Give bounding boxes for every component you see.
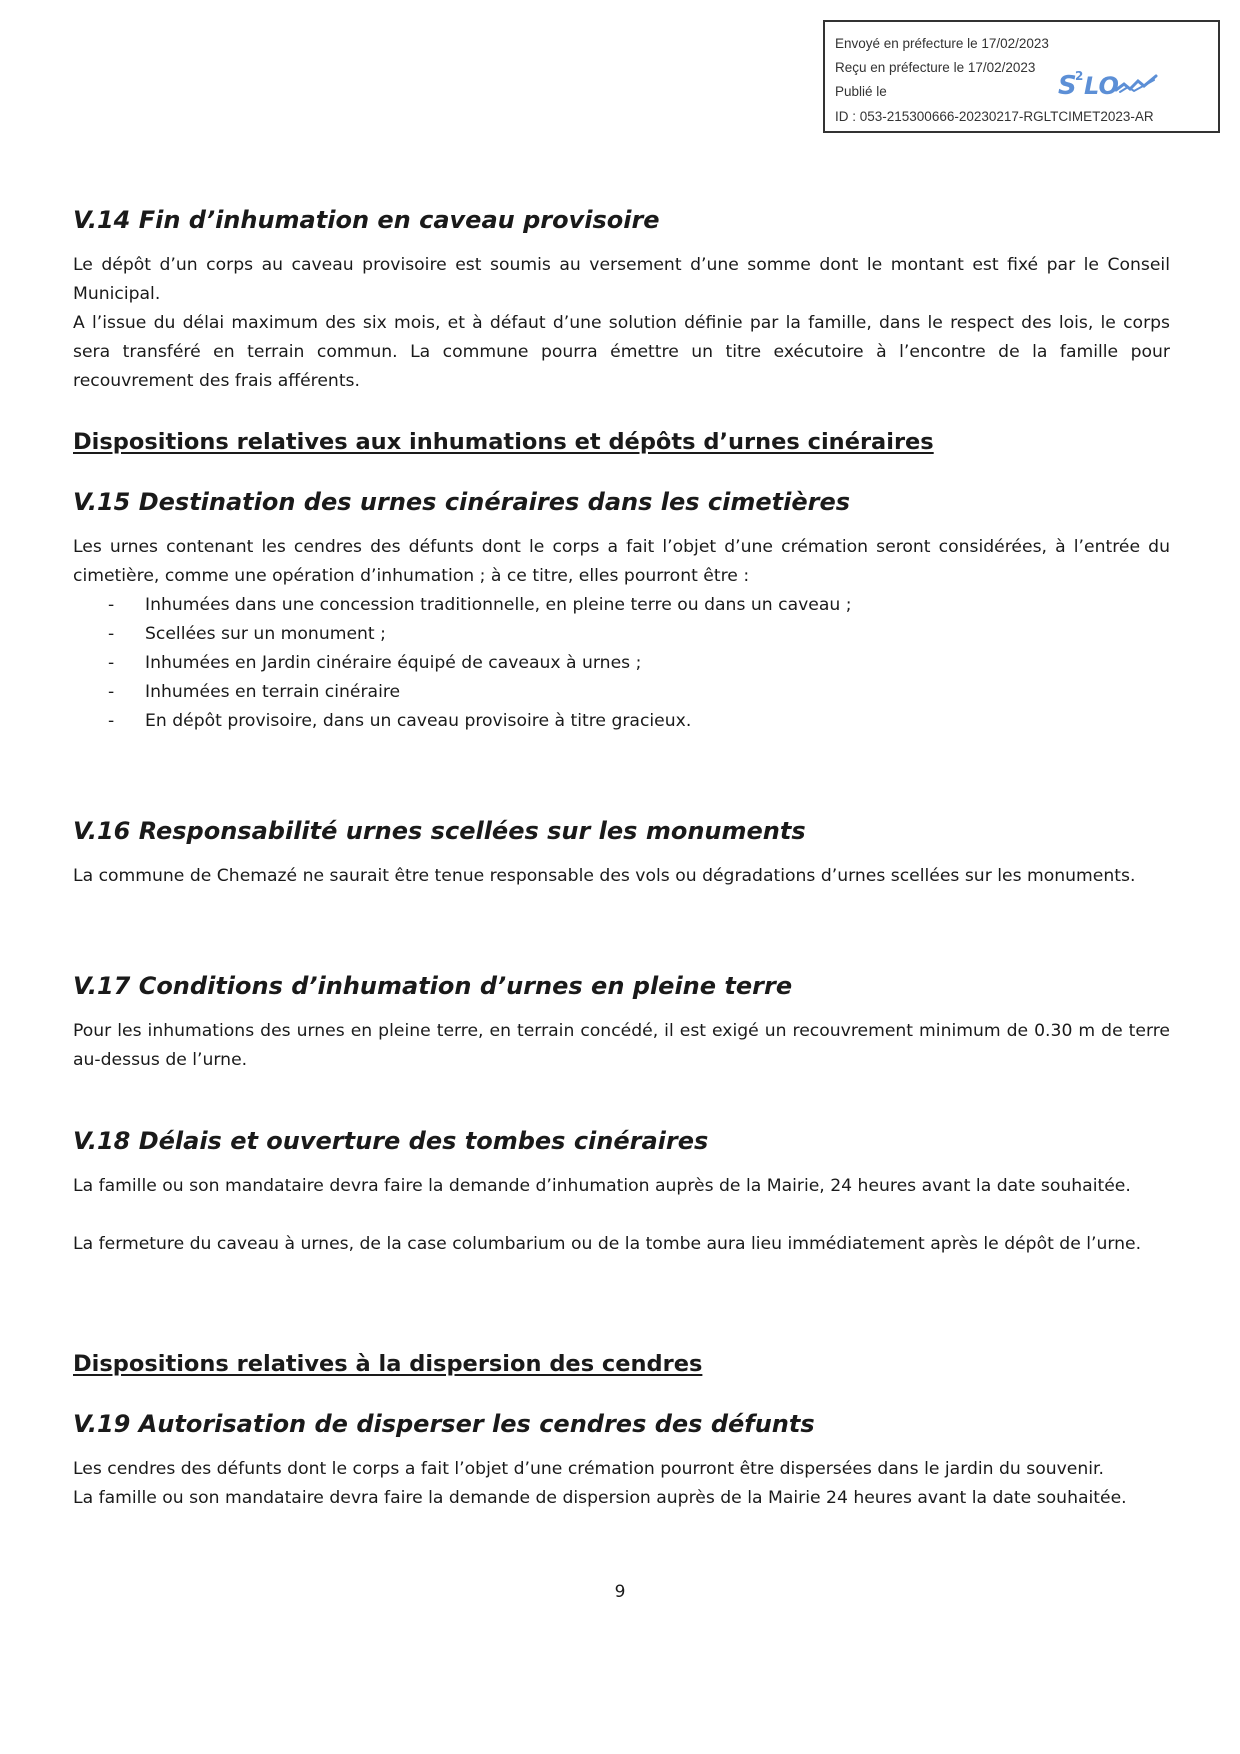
section-v19-title: V.19 Autorisation de disperser les cendres des défunts (73, 1410, 815, 1438)
section-v14-title: V.14 Fin d’inhumation en caveau provisoire (73, 206, 660, 234)
stamp-sent: Envoyé en préfecture le 17/02/2023 (835, 36, 1049, 51)
list-item (108, 591, 852, 620)
list-bullet: - (108, 711, 115, 731)
svg-text:S: S (1058, 71, 1077, 101)
section-v18-paragraph-2: La fermeture du caveau à urnes, de la case columbarium ou de la tombe aura lieu immédiatement après le dépôt de l’urne. (73, 1234, 1142, 1254)
section-v14-paragraph-1: Le dépôt d’un corps au caveau provisoire est soumis au versement d’une somme dont le montant est fixé par le Conseil Municipal. (73, 255, 1170, 304)
urn-destination-list (108, 591, 852, 736)
section-v14-paragraph-2: A l’issue du délai maximum des six mois, et à défaut d’une solution définie par la famille, dans le respect des lois, le corps sera transféré en terrain commun. La commune pourra émettre un titre exécutoire à l’encontre de la famille pour recouvrement des frais afférents. (73, 313, 1170, 391)
list-bullet: - (108, 653, 115, 673)
section-v16-paragraph-1: La commune de Chemazé ne saurait être tenue responsable des vols ou dégradations d’urnes scellées sur les monuments. (73, 866, 1136, 886)
section-v18-title: V.18 Délais et ouverture des tombes cinéraires (73, 1127, 709, 1155)
section-v19-paragraph-1: Les cendres des défunts dont le corps a fait l’objet d’une crémation pourront être dispersées dans le jardin du souvenir. (73, 1459, 1105, 1479)
stamp-received: Reçu en préfecture le 17/02/2023 (835, 60, 1036, 75)
stamp-published: Publié le (835, 84, 887, 99)
svg-text:2: 2 (1075, 69, 1084, 83)
section-v16-title: V.16 Responsabilité urnes scellées sur les monuments (73, 817, 806, 845)
list-bullet: - (108, 624, 115, 644)
section-v17-paragraph-1: Pour les inhumations des urnes en pleine terre, en terrain concédé, il est exigé un recouvrement minimum de 0.30 m de terre au-dessus de l’urne. (73, 1021, 1170, 1070)
list-item-text: Inhumées dans une concession traditionnelle, en pleine terre ou dans un caveau ; (145, 595, 852, 615)
list-item (108, 678, 852, 707)
stamp-id: ID : 053-215300666-20230217-RGLTCIMET2023-AR (835, 109, 1154, 124)
s2lo-logo-icon (1058, 64, 1158, 104)
list-item-text: En dépôt provisoire, dans un caveau provisoire à titre gracieux. (145, 711, 692, 731)
heading-dispersion: Dispositions relatives à la dispersion des cendres (73, 1351, 703, 1377)
heading-urnes: Dispositions relatives aux inhumations et dépôts d’urnes cinéraires (73, 429, 934, 455)
list-item (108, 707, 852, 736)
section-v15-title: V.15 Destination des urnes cinéraires dans les cimetières (73, 488, 851, 516)
section-v15-paragraph-1: Les urnes contenant les cendres des défunts dont le corps a fait l’objet d’une crémation seront considérées, à l’entrée du cimetière, comme une opération d’inhumation ; à ce titre, elles pourront être : (73, 537, 1170, 586)
list-bullet: - (108, 682, 115, 702)
section-v17-title: V.17 Conditions d’inhumation d’urnes en pleine terre (73, 972, 793, 1000)
list-item (108, 620, 852, 649)
section-v18-paragraph-1: La famille ou son mandataire devra faire la demande d’inhumation auprès de la Mairie, 24 heures avant la date souhaitée. (73, 1176, 1131, 1196)
page-number: 9 (614, 1582, 626, 1602)
list-item (108, 649, 852, 678)
svg-text:LO: LO (1084, 72, 1119, 100)
list-item-text: Inhumées en Jardin cinéraire équipé de caveaux à urnes ; (145, 653, 642, 673)
list-item-text: Scellées sur un monument ; (145, 624, 386, 644)
list-item-text: Inhumées en terrain cinéraire (145, 682, 401, 702)
section-v19-paragraph-2: La famille ou son mandataire devra faire la demande de dispersion auprès de la Mairie 24 heures avant la date souhaitée. (73, 1488, 1127, 1508)
prefecture-stamp (823, 20, 1220, 133)
list-bullet: - (108, 595, 115, 615)
